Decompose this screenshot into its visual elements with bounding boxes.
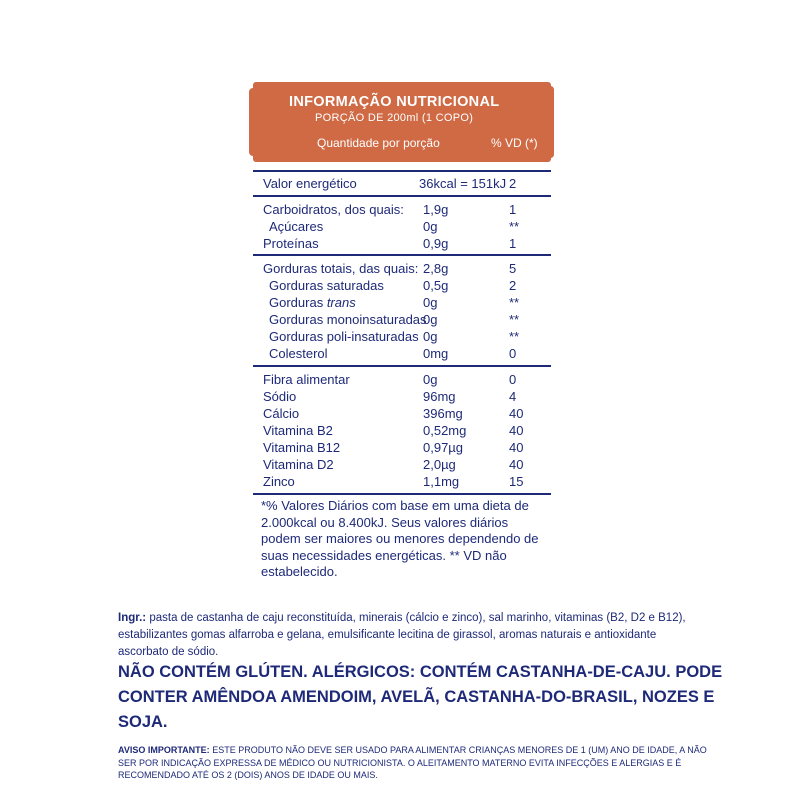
nutrient-vd: 0 xyxy=(509,372,517,387)
nutrient-quantity: 0g xyxy=(423,295,438,310)
nutrient-vd: 1 xyxy=(509,202,517,217)
nutrient-row xyxy=(253,328,551,345)
nutrient-row xyxy=(253,405,551,422)
quantity-column-header: Quantidade por porção xyxy=(317,136,440,150)
nutrient-quantity: 0,9g xyxy=(423,236,449,251)
nutrient-row xyxy=(253,439,551,456)
nutrient-quantity: 1,9g xyxy=(423,202,449,217)
nutrient-row xyxy=(253,456,551,473)
nutrient-label: Gorduras totais, das quais: xyxy=(263,261,419,276)
nutrient-vd: 40 xyxy=(509,440,524,455)
nutrient-label: Gorduras monoinsaturadas xyxy=(269,312,427,327)
table-footnote: *% Valores Diários com base em uma dieta de 2.000kcal ou 8.400kJ. Seus valores diários podem ser maiores ou menores dependendo de suas necessidades energéticas. ** VD não estabelecido. xyxy=(261,498,539,579)
vd-column-header: % VD (*) xyxy=(491,136,538,150)
nutrient-vd: ** xyxy=(509,295,520,310)
nutrient-quantity: 1,1mg xyxy=(423,474,460,489)
nutrient-quantity: 0,52mg xyxy=(423,423,467,438)
nutrient-label: Fibra alimentar xyxy=(263,372,350,387)
divider xyxy=(253,170,551,172)
nutrient-row xyxy=(253,277,551,294)
nutrient-label: Açúcares xyxy=(269,219,324,234)
nutrient-vd: 15 xyxy=(509,474,524,489)
nutrient-quantity: 36kcal = 151kJ xyxy=(419,176,507,191)
nutrient-label: Valor energético xyxy=(263,176,357,191)
nutrient-label: Cálcio xyxy=(263,406,300,421)
ingredients xyxy=(118,610,708,661)
nutrient-label: Gorduras saturadas xyxy=(269,278,384,293)
nutrient-vd: 1 xyxy=(509,236,517,251)
nutrient-quantity: 0g xyxy=(423,312,438,327)
nutrient-label-trans xyxy=(269,294,356,311)
nutrient-row xyxy=(253,345,551,362)
serving-size: PORÇÃO DE 200ml (1 COPO) xyxy=(315,112,474,124)
nutrient-vd: 2 xyxy=(509,176,517,191)
nutrient-vd: 2 xyxy=(509,278,517,293)
nutrient-row xyxy=(253,473,551,490)
table-header xyxy=(253,82,551,162)
nutrient-row xyxy=(253,218,551,235)
nutrient-label: Zinco xyxy=(263,474,295,489)
allergen-statement: NÃO CONTÉM GLÚTEN. ALÉRGICOS: CONTÉM CASTANHA-DE-CAJU. PODE CONTER AMÊNDOA AMENDOIM, AVELÃ, CASTANHA-DO-BRASIL, NOZES E SOJA. xyxy=(118,663,723,731)
nutrient-vd: 40 xyxy=(509,406,524,421)
nutrient-quantity: 396mg xyxy=(423,406,463,421)
nutrient-vd: 40 xyxy=(509,457,524,472)
divider xyxy=(253,493,551,495)
trans-fat-text: Gorduras trans xyxy=(269,295,356,310)
nutrient-vd: ** xyxy=(509,329,520,344)
nutrient-label: Sódio xyxy=(263,389,297,404)
nutrient-vd: 40 xyxy=(509,423,524,438)
nutrient-quantity: 2,0µg xyxy=(423,457,456,472)
nutrient-quantity: 0g xyxy=(423,219,438,234)
divider xyxy=(253,254,551,256)
nutrient-row xyxy=(253,235,551,252)
warning-label: AVISO IMPORTANTE: xyxy=(118,745,210,755)
nutrient-quantity: 0mg xyxy=(423,346,449,361)
divider xyxy=(253,365,551,367)
ingredients-text: pasta de castanha de caju reconstituída, minerais (cálcio e zinco), sal marinho, vitaminas (B2, D2 e B12), estabilizantes gomas alfarroba e gelana, emulsificante lecitina de girassol, aromas naturais e antioxidante ascorbato de sódio. xyxy=(118,612,686,658)
nutrition-facts-table xyxy=(253,82,551,592)
nutrient-quantity: 0g xyxy=(423,372,438,387)
divider xyxy=(253,195,551,197)
nutrient-row-energy xyxy=(253,175,551,192)
nutrient-vd: 0 xyxy=(509,346,517,361)
nutrient-label: Vitamina D2 xyxy=(263,457,334,472)
warning-text: ESTE PRODUTO NÃO DEVE SER USADO PARA ALIMENTAR CRIANÇAS MENORES DE 1 (UM) ANO DE IDADE, A NÃO SER POR INDICAÇÃO EXPRESSA DE MÉDICO OU NUTRICIONISTA. O ALEITAMENTO MATERNO EVITA INFECÇÕES E ALERGIAS E É RECOMENDADO ATÉ OS 2 (DOIS) ANOS DE IDADE OU MAIS. xyxy=(118,745,707,780)
nutrient-quantity: 0g xyxy=(423,329,438,344)
nutrient-label: Gorduras poli-insaturadas xyxy=(269,329,419,344)
nutrient-row xyxy=(253,388,551,405)
nutrient-vd: 4 xyxy=(509,389,517,404)
table-title: INFORMAÇÃO NUTRICIONAL xyxy=(289,94,500,110)
nutrient-row xyxy=(253,260,551,277)
nutrient-vd: ** xyxy=(509,312,520,327)
nutrient-label: Colesterol xyxy=(269,346,328,361)
nutrient-quantity: 96mg xyxy=(423,389,456,404)
nutrient-quantity: 2,8g xyxy=(423,261,449,276)
nutrient-vd: ** xyxy=(509,219,520,234)
important-warning xyxy=(118,744,718,782)
nutrient-quantity: 0,5g xyxy=(423,278,449,293)
nutrient-vd: 5 xyxy=(509,261,517,276)
nutrient-label: Vitamina B12 xyxy=(263,440,341,455)
ingredients-label: Ingr.: xyxy=(118,612,147,624)
nutrient-label: Vitamina B2 xyxy=(263,423,333,438)
nutrient-row xyxy=(253,311,551,328)
nutrient-row xyxy=(253,422,551,439)
nutrient-quantity: 0,97µg xyxy=(423,440,464,455)
nutrient-row xyxy=(253,371,551,388)
trans-fat-italic: trans xyxy=(326,295,356,310)
nutrient-label: Carboidratos, dos quais: xyxy=(263,202,404,217)
nutrient-row xyxy=(253,201,551,218)
nutrient-label: Proteínas xyxy=(263,236,319,251)
nutrient-row-trans xyxy=(253,294,551,311)
